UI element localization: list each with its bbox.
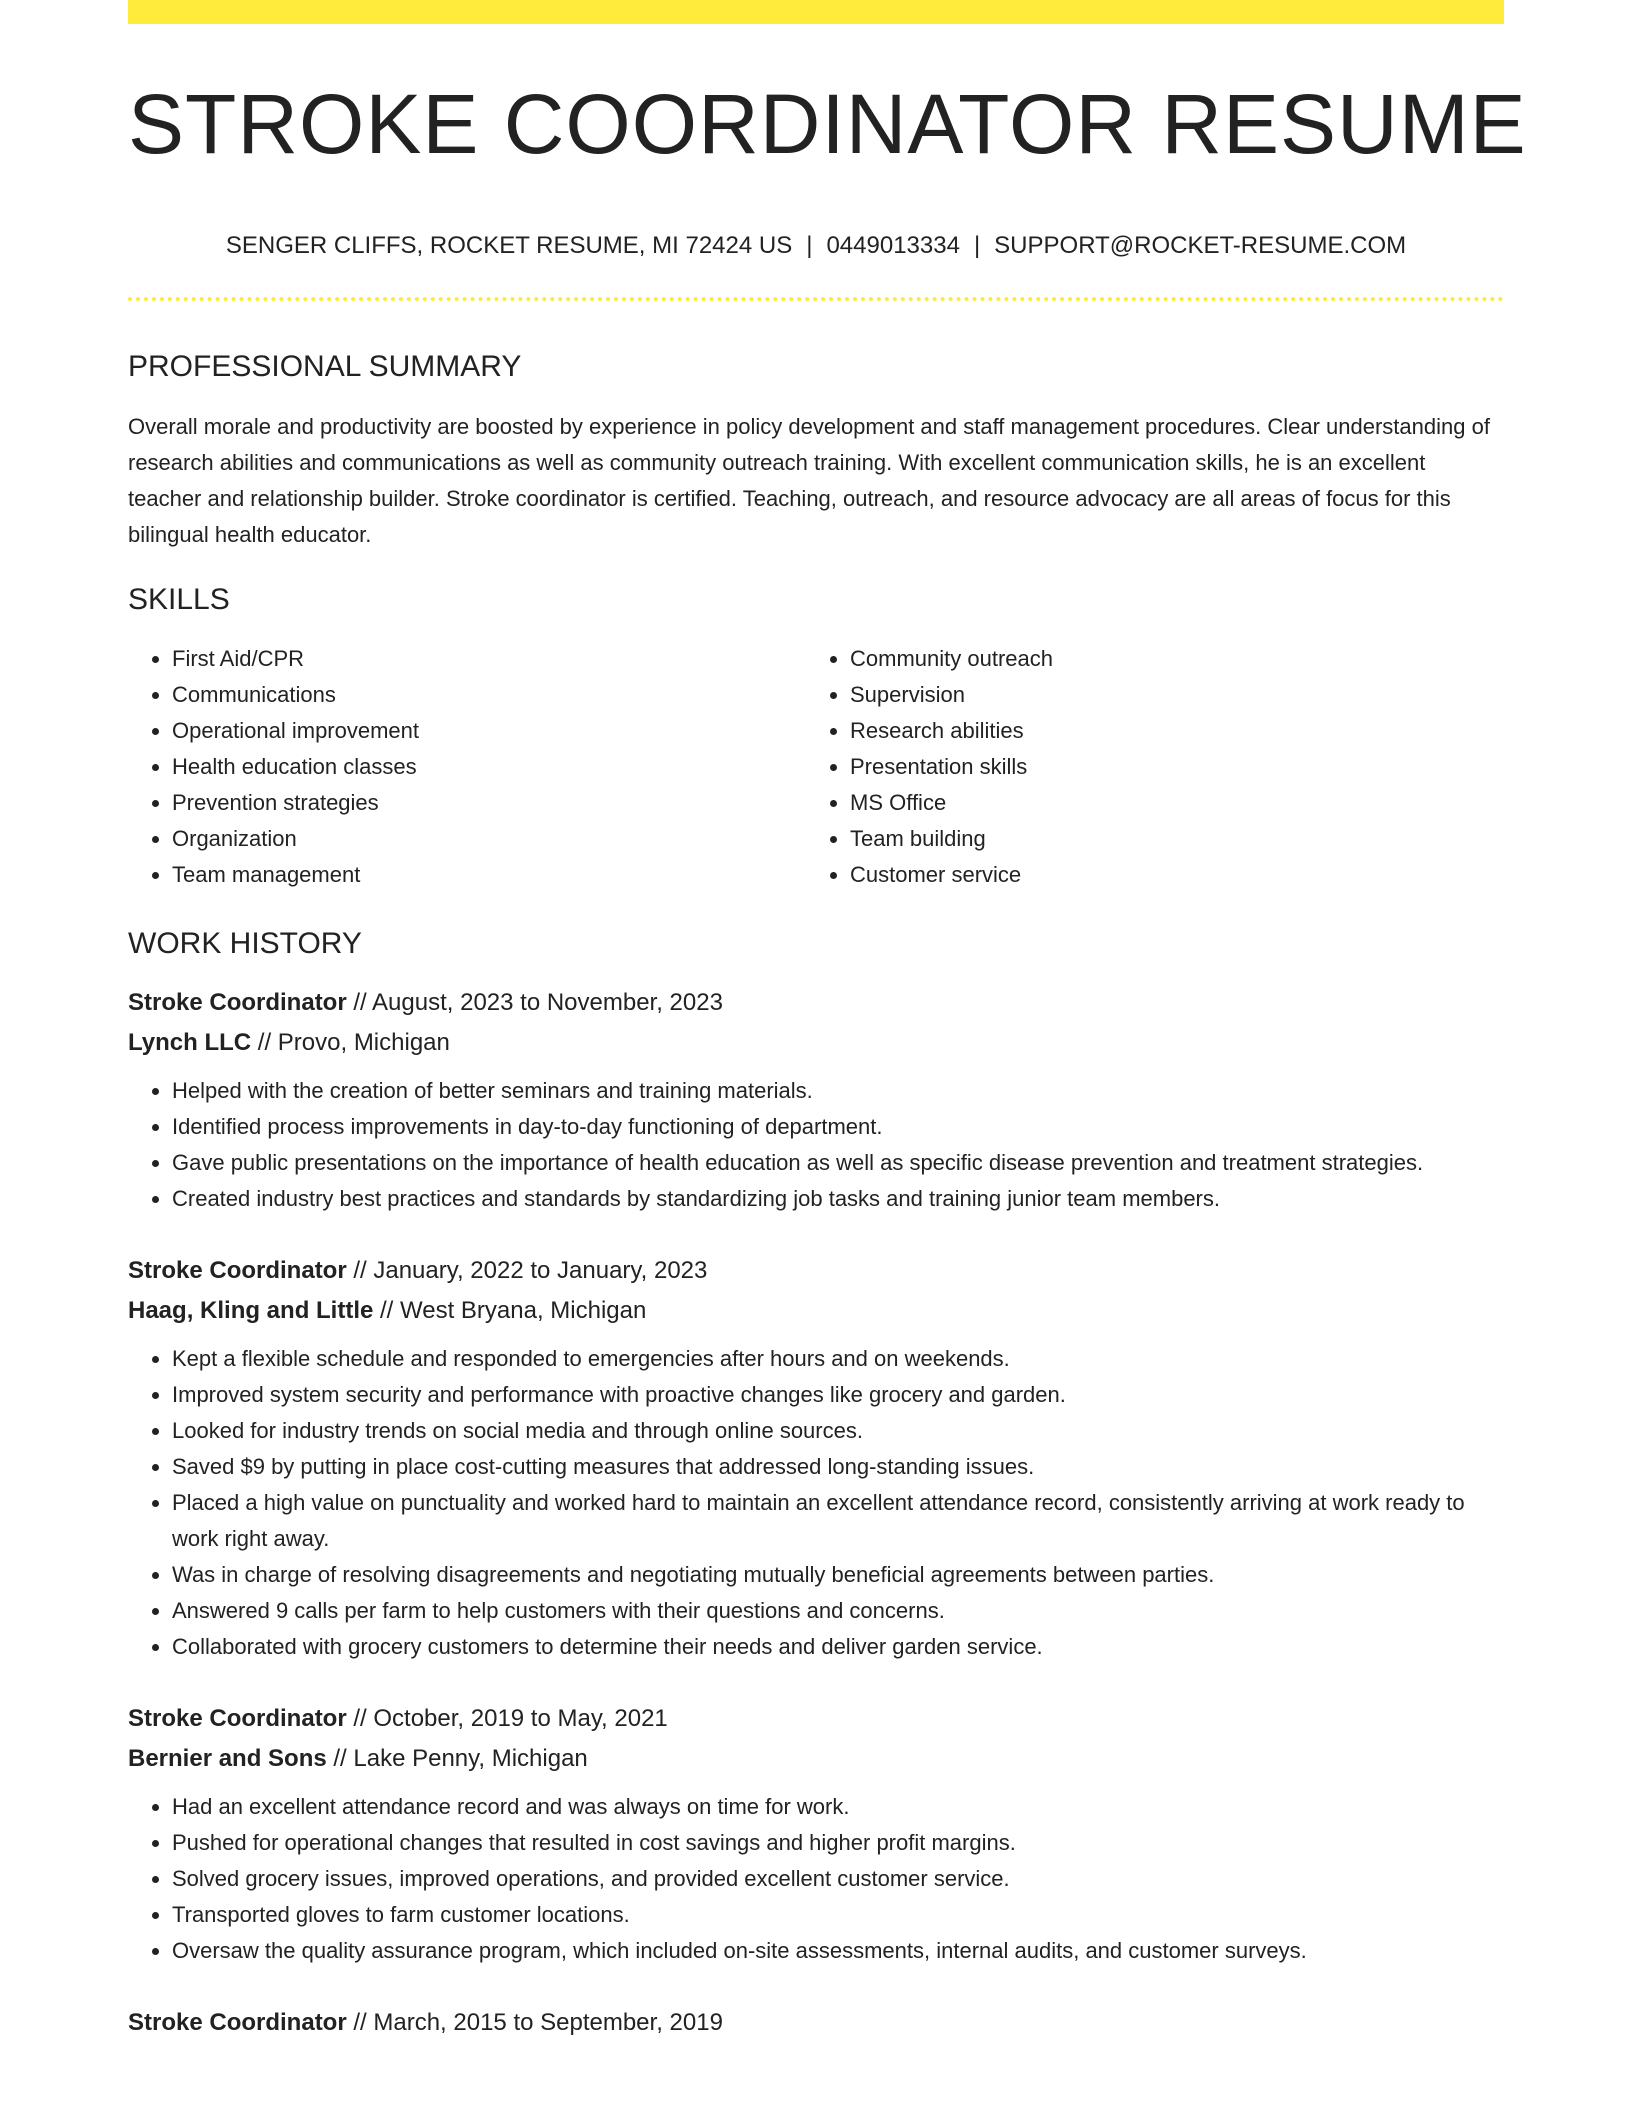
job-company-line — [128, 1739, 1504, 1779]
job-bullet: • Was in charge of resolving disagreements and negotiating mutually beneficial agreements between parties. — [172, 1557, 1504, 1593]
contact-separator: | — [806, 232, 813, 259]
job-title: Stroke Coordinator — [128, 1705, 347, 1732]
job-entry — [128, 2003, 1504, 2043]
skills-heading: SKILLS — [128, 583, 230, 616]
job-title: Stroke Coordinator — [128, 989, 347, 1016]
job-bullet: • Had an excellent attendance record and was always on time for work. — [172, 1789, 1504, 1825]
job-company: Lynch LLC — [128, 1029, 252, 1056]
skill-item: • Team management — [172, 857, 806, 893]
contact-email: SUPPORT@ROCKET-RESUME.COM — [994, 232, 1407, 259]
skill-item: • Prevention strategies — [172, 785, 806, 821]
job-title: Stroke Coordinator — [128, 2009, 347, 2036]
header-divider — [128, 297, 1504, 301]
skill-item: • Research abilities — [850, 713, 1484, 749]
job-entry — [128, 1699, 1504, 1969]
job-bullets — [128, 1073, 1504, 1217]
summary-text: Overall morale and productivity are boosted by experience in policy development and staff management procedures. Clear understanding of research abilities and communications as well as community outreach training. With excellent communication skills, he is an excellent teacher and relationship builder. Stroke coordinator is certified. Teaching, outreach, and resource advocacy are all areas of focus for this bilingual health educator. — [128, 414, 1490, 547]
top-accent-bar — [128, 0, 1504, 24]
skill-item: • First Aid/CPR — [172, 641, 806, 677]
contact-line — [128, 232, 1504, 260]
job-bullet: • Transported gloves to farm customer locations. — [172, 1897, 1504, 1933]
resume-title: STROKE COORDINATOR RESUME — [128, 77, 1527, 171]
job-bullet: • Placed a high value on punctuality and worked hard to maintain an excellent attendance record, consistently arriving at work ready to work right away. — [172, 1485, 1504, 1557]
job-location: // West Bryana, Michigan — [380, 1297, 647, 1324]
skill-item: • Operational improvement — [172, 713, 806, 749]
contact-phone: 0449013334 — [826, 232, 960, 259]
contact-separator: | — [973, 232, 981, 259]
job-bullet: • Pushed for operational changes that resulted in cost savings and higher profit margins. — [172, 1825, 1504, 1861]
skill-item: • Organization — [172, 821, 806, 857]
skill-item: • Supervision — [850, 677, 1484, 713]
job-bullets — [128, 1341, 1504, 1665]
resume-page — [128, 0, 1527, 2043]
job-dates: // August, 2023 to November, 2023 — [353, 989, 723, 1016]
summary-heading: PROFESSIONAL SUMMARY — [128, 350, 522, 383]
skills-column-left — [128, 641, 806, 893]
job-entry — [128, 983, 1504, 1217]
work-history-heading: WORK HISTORY — [128, 927, 362, 960]
job-bullet: • Solved grocery issues, improved operations, and provided excellent customer service. — [172, 1861, 1504, 1897]
job-location: // Lake Penny, Michigan — [333, 1745, 588, 1772]
job-bullet: • Helped with the creation of better seminars and training materials. — [172, 1073, 1504, 1109]
job-title: Stroke Coordinator — [128, 1257, 347, 1284]
job-dates: // October, 2019 to May, 2021 — [353, 1705, 668, 1732]
job-company: Bernier and Sons — [128, 1745, 327, 1772]
job-company-line — [128, 1291, 1504, 1331]
skills-column-right — [806, 641, 1484, 893]
job-dates: // March, 2015 to September, 2019 — [353, 2009, 723, 2036]
job-company: Haag, Kling and Little — [128, 1297, 374, 1324]
skill-item: • Communications — [172, 677, 806, 713]
job-entry — [128, 1251, 1504, 1665]
job-bullet: • Answered 9 calls per farm to help customers with their questions and concerns. — [172, 1593, 1504, 1629]
contact-address: SENGER CLIFFS, ROCKET RESUME, MI 72424 US — [225, 232, 793, 259]
job-bullet: • Saved $9 by putting in place cost-cutting measures that addressed long-standing issues. — [172, 1449, 1504, 1485]
job-bullet: • Identified process improvements in day-to-day functioning of department. — [172, 1109, 1504, 1145]
skill-item: • Health education classes — [172, 749, 806, 785]
job-title-line — [128, 1699, 1504, 1739]
job-bullets — [128, 1789, 1504, 1969]
job-bullet: • Improved system security and performance with proactive changes like grocery and garden. — [172, 1377, 1504, 1413]
job-bullet: • Gave public presentations on the importance of health education as well as specific disease prevention and treatment strategies. — [172, 1145, 1504, 1181]
job-location: // Provo, Michigan — [257, 1029, 450, 1056]
job-dates: // January, 2022 to January, 2023 — [353, 1257, 708, 1284]
job-bullet: • Collaborated with grocery customers to determine their needs and deliver garden service. — [172, 1629, 1504, 1665]
job-bullet: • Created industry best practices and standards by standardizing job tasks and training junior team members. — [172, 1181, 1504, 1217]
skill-item: • Team building — [850, 821, 1484, 857]
job-bullet: • Looked for industry trends on social media and through online sources. — [172, 1413, 1504, 1449]
skill-item: • Presentation skills — [850, 749, 1484, 785]
job-bullet: • Kept a flexible schedule and responded to emergencies after hours and on weekends. — [172, 1341, 1504, 1377]
job-company-line — [128, 1023, 1504, 1063]
job-bullet: • Oversaw the quality assurance program, which included on-site assessments, internal audits, and customer surveys. — [172, 1933, 1504, 1969]
job-title-line — [128, 983, 1504, 1023]
job-title-line — [128, 1251, 1504, 1291]
job-title-line — [128, 2003, 1504, 2043]
skills-list — [128, 641, 1504, 893]
skill-item: • MS Office — [850, 785, 1484, 821]
skill-item: • Customer service — [850, 857, 1484, 893]
skill-item: • Community outreach — [850, 641, 1484, 677]
